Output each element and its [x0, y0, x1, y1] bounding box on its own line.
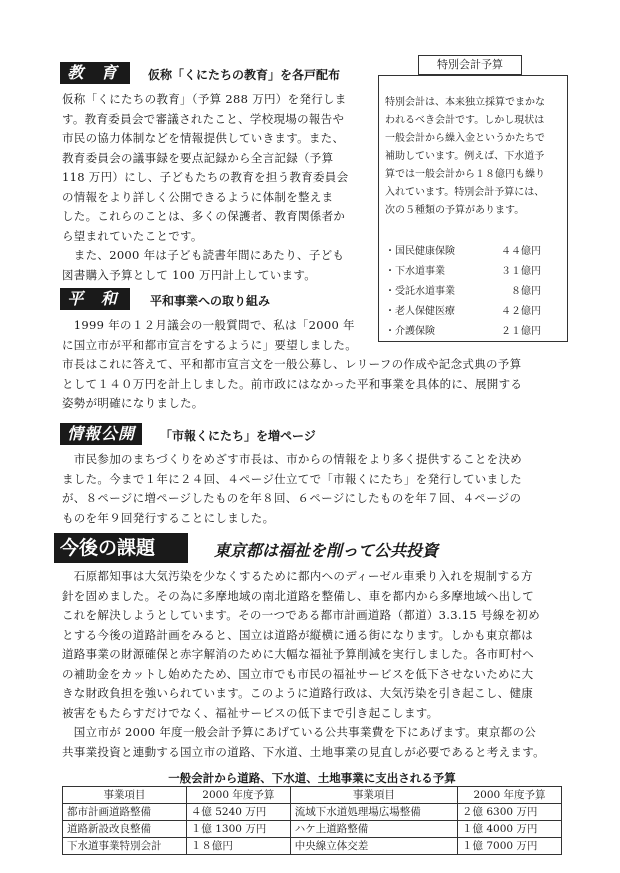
peace-line: 市長はこれに答えて、平和都市宣言文を一般公募し、レリーフの作成や記念式典の予算 [62, 357, 522, 371]
future-body [62, 567, 567, 762]
table-row [63, 821, 562, 838]
budget-table [62, 786, 562, 855]
education-line: また、2000 年は子ども読書年間にあたり、子ども [62, 248, 345, 262]
education-line: 図書購入予算として 100 万円計上しています。 [62, 267, 317, 282]
table-header: 2000 年度予算 [458, 787, 562, 804]
education-line: 教育委員会の議事録を要点記録から全言記録（予算 [62, 150, 334, 165]
education-line: 118 万円）にし、子どもたちの教育を担う教育委員会 [62, 170, 349, 184]
info-heading: 「市報くにたち」を増ページ [160, 429, 316, 443]
budget-table-wrapper [62, 786, 562, 855]
peace-line: に国立市が平和都市宣言をするように」要望しました。 [62, 337, 357, 352]
table-cell: 下水道事業特別会計 [63, 838, 187, 855]
future-tag: 今後の課題 [54, 533, 188, 563]
education-line: 仮称「くにたちの教育」（予算 288 万円）を発行しま [62, 92, 347, 106]
special-account-item: ・下水道事業 ３１億円 [385, 266, 541, 277]
info-tag: 情報公開 [60, 423, 142, 445]
future-line: 被害をもたらすだけでなく、福祉サービスの低下まで引き起こします。 [62, 705, 439, 720]
special-account-box [378, 75, 568, 342]
table-cell: １８億円 [186, 838, 290, 855]
table-cell: ４億 5240 万円 [186, 804, 290, 821]
special-account-line: 算では一般会計から１８億円も繰り [385, 169, 545, 180]
education-heading: 仮称「くにたちの教育」を各戸配布 [148, 68, 341, 82]
future-line: これを解決しようとしています。その一つである都市計画道路（都道）3.3.15 号線を初め [62, 608, 541, 622]
special-account-line: われるべき会計です。しかし現状は [385, 115, 545, 126]
special-account-list [379, 220, 567, 342]
table-header: 2000 年度予算 [186, 787, 290, 804]
peace-body-narrow [62, 316, 380, 355]
table-cell: 道路新設改良整備 [63, 821, 187, 838]
table-cell: 流域下水道処理場広場整備 [290, 804, 457, 821]
table-caption: 一般会計から道路、下水道、土地事業に支出される予算 [168, 771, 456, 785]
special-account-title: 特別会計予算 [418, 55, 522, 75]
special-account-item: ・老人保健医療 ４２億円 [385, 306, 541, 317]
table-row [63, 804, 562, 821]
table-cell: １億 1300 万円 [186, 821, 290, 838]
special-account-item: ・国民健康保険 ４４億円 [385, 246, 541, 257]
info-line: ものを年９回発行することにしました。 [62, 510, 275, 525]
future-line: 道路事業の財源確保と赤字解消のために大幅な福祉予算削減を実行しました。各市町村へ [62, 647, 534, 661]
education-line: す。教育委員会で審議されたこと、学校現場の報告や [62, 111, 345, 126]
special-account-line: 入れています。特別会計予算には、 [385, 187, 545, 198]
table-cell: １億 4000 万円 [458, 821, 562, 838]
education-line: 市民の協力体制などを情報提供していきます。また、 [62, 131, 345, 145]
special-account-line: 次の５種類の予算があります。 [385, 205, 525, 216]
special-account-item: ・介護保険 ２１億円 [385, 326, 541, 337]
info-line: ました。今まで１年に２４回、４ページ仕立てで「市報くにたち」を発行していました [62, 471, 522, 486]
peace-line: 1999 年の１２月議会の一般質問で、私は「2000 年 [62, 318, 355, 332]
peace-line: として１４０万円を計上しました。前市政にはなかった平和事業を具体的に、展開する [62, 376, 523, 391]
special-account-line: 特別会計は、本来独立採算でまかな [385, 97, 545, 108]
future-line: 共事業投資と連動する国立市の道路、下水道、土地事業の見直しが必要であると考えます。 [62, 744, 545, 759]
peace-line: 姿勢が明確になりました。 [62, 396, 204, 410]
info-body [62, 450, 562, 528]
future-line: 国立市が 2000 年度一般会計予算にあげている公共事業費を下にあげます。東京都の公 [62, 725, 537, 739]
future-line: 針を固めました。その為に多摩地域の南北道路を整備し、車を都内から多摩地域へ出して [62, 588, 534, 603]
future-line: きな財政負担を強いられています。このように道路行政は、大気汚染を引き起こし、健康 [62, 686, 534, 700]
table-header: 事業項目 [63, 787, 187, 804]
future-line: 石原都知事は大気汚染を少なくするために都内へのディーゼル車乗り入れを規制する方 [62, 569, 533, 583]
education-tag: 教 育 [60, 62, 130, 84]
table-cell: 都市計画道路整備 [63, 804, 187, 821]
education-line: した。これらのことは、多くの保護者、教育関係者か [62, 209, 346, 223]
peace-tag: 平 和 [60, 288, 130, 310]
info-line: が、８ページに増ページしたものを年８回、６ページにしたものを年７回、４ページの [62, 491, 522, 505]
table-row [63, 838, 562, 855]
table-header-row [63, 787, 562, 804]
education-line: ら望まれていたことです。 [62, 228, 203, 243]
special-account-line: 一般会計から繰入金というかたちで [385, 133, 545, 144]
future-heading: 東京都は福祉を削って公共投資 [214, 541, 439, 560]
future-line: の補助金をカットし始めたため、国立市でも市民の福祉サービスを低下させないために大 [62, 666, 534, 681]
table-cell: ハケ上道路整備 [290, 821, 457, 838]
table-header: 事業項目 [290, 787, 457, 804]
future-line: とする今後の道路計画をみると、国立は道路が縦横に通る街になります。しかも東京都は [62, 627, 534, 642]
special-account-line: 補助しています。例えば、下水道予 [385, 151, 545, 162]
special-account-item: ・受託水道事業 ８億円 [385, 286, 541, 297]
peace-body-wide [62, 355, 562, 414]
info-line: 市民参加のまちづくりをめざす市長は、市からの情報をより多く提供することを決め [62, 452, 523, 466]
table-cell: ２億 6300 万円 [458, 804, 562, 821]
education-body [62, 90, 374, 285]
education-line: の情報をより詳しく公開できるように体制を整えま [62, 189, 334, 204]
table-cell: 中央線立体交差 [290, 838, 457, 855]
peace-heading: 平和事業への取り組み [150, 294, 271, 308]
table-cell: １億 7000 万円 [458, 838, 562, 855]
